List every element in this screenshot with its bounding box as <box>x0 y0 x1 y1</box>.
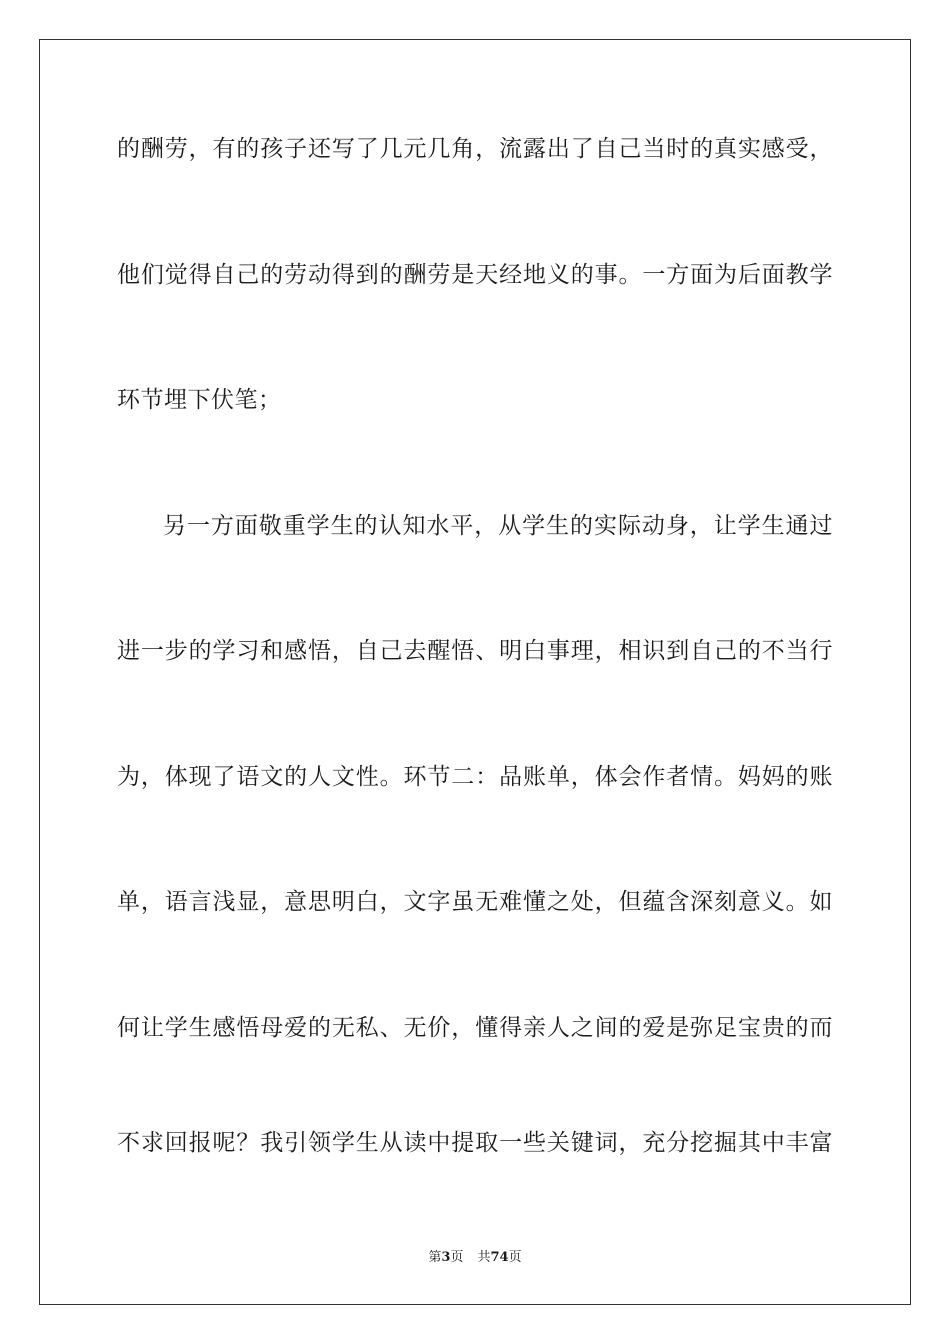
text-line-1: 的酬劳，有的孩子还写了几元几角，流露出了自己当时的真实感受， <box>117 136 833 162</box>
page-label-prefix: 第 <box>428 1250 442 1265</box>
text-line-3: 环节埋下伏笔； <box>117 387 282 413</box>
text-line-6: 为，体现了语文的人文性。环节二：品账单，体会作者情。妈妈的账 <box>117 764 833 790</box>
page-footer <box>0 1250 950 1266</box>
text-line-7: 单，语言浅显，意思明白，文字虽无难懂之处，但蕴含深刻意义。如 <box>117 889 833 915</box>
text-line-2: 他们觉得自己的劳动得到的酬劳是天经地义的事。一方面为后面教学 <box>117 262 833 288</box>
page-label-suffix: 页 <box>450 1250 464 1265</box>
text-line-8: 何让学生感悟母爱的无私、无价，懂得亲人之间的爱是弥足宝贵的而 <box>117 1015 833 1041</box>
page-border <box>39 39 911 1305</box>
total-label-suffix: 页 <box>508 1250 522 1265</box>
total-label-prefix: 共 <box>477 1250 491 1265</box>
total-pages-number: 74 <box>490 1250 509 1265</box>
current-page-number: 3 <box>441 1250 451 1265</box>
text-line-9: 不求回报呢？我引领学生从读中提取一些关键词，充分挖掘其中丰富 <box>117 1130 833 1156</box>
text-line-4-paragraph-start: 另一方面敬重学生的认知水平，从学生的实际动身，让学生通过 <box>163 513 833 539</box>
text-line-5: 进一步的学习和感悟，自己去醒悟、明白事理，相识到自己的不当行 <box>117 638 833 664</box>
